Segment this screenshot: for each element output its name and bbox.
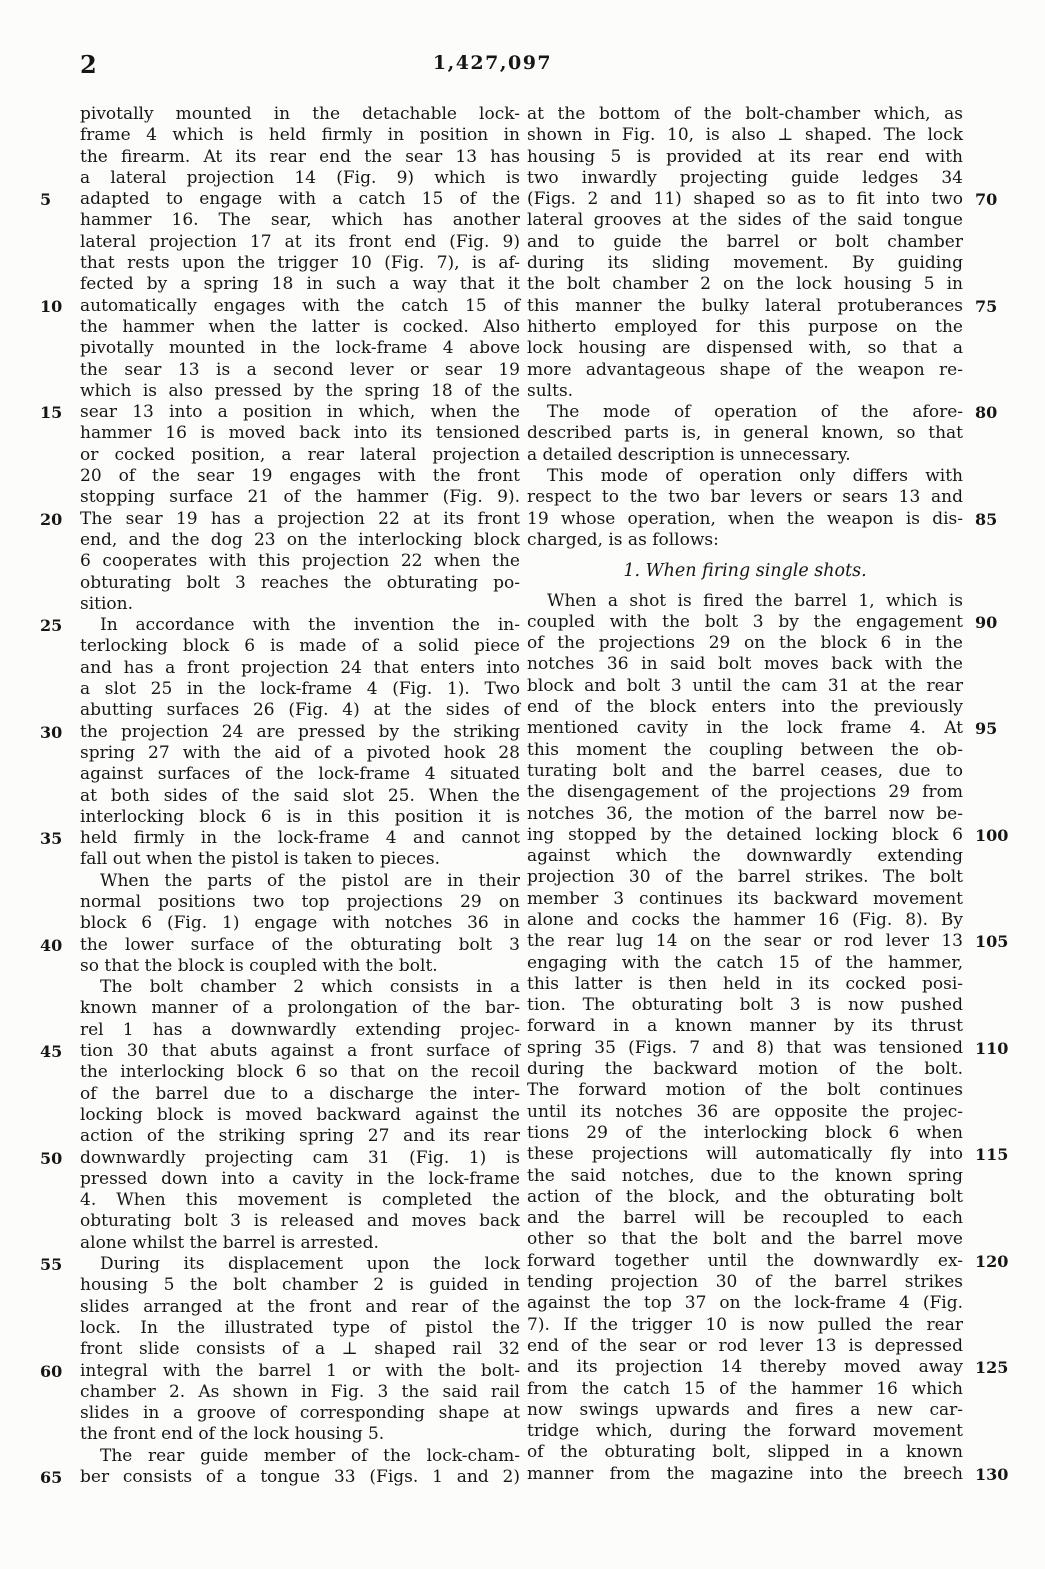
text-line [527, 402, 998, 423]
text-line [80, 466, 520, 487]
text-line [527, 189, 998, 210]
text-line [527, 1293, 963, 1314]
text-line [80, 274, 520, 295]
line-text: terlocking block 6 is made of a solid piece [80, 636, 520, 657]
line-number: 125 [975, 1358, 1009, 1378]
text-line [527, 232, 963, 253]
text-line [527, 1080, 963, 1101]
line-number: 55 [40, 1255, 63, 1275]
text-line [527, 104, 963, 125]
section-heading [527, 561, 963, 582]
line-text: shown in Fig. 10, is also ⊥ shaped. The lock [527, 125, 963, 146]
line-number: 90 [975, 612, 998, 632]
text-line [527, 253, 963, 274]
line-text: the firearm. At its rear end the sear 13 has [80, 146, 520, 167]
line-number: 20 [40, 509, 63, 529]
text-line [527, 1208, 963, 1229]
line-text: which is also pressed by the spring 18 of the [80, 380, 520, 401]
line-number: 50 [40, 1148, 63, 1168]
text-line [80, 1211, 520, 1232]
text-line [80, 807, 520, 828]
text-line [527, 210, 963, 231]
line-text: The sear 19 has a projection 22 at its front [80, 508, 520, 529]
line-text: the disengagement of the projections 29 from [527, 782, 963, 803]
line-text: hammer 16. The sear, which has another [80, 210, 520, 231]
text-line [80, 1233, 520, 1254]
text-line [40, 1147, 520, 1169]
line-text: block 6 (Fig. 1) engage with notches 36 in [80, 913, 520, 934]
text-line [80, 1062, 520, 1083]
line-text: normal positions two top projections 29 on [80, 891, 520, 912]
text-line [80, 104, 520, 125]
text-line [80, 487, 520, 508]
line-text: 20 of the sear 19 engages with the front [80, 466, 520, 487]
line-text: other so that the bolt and the barrel move [527, 1229, 963, 1250]
text-line [40, 1254, 520, 1275]
text-line [80, 232, 520, 253]
line-text: 4. When this movement is completed the [80, 1190, 520, 1211]
line-number: 115 [975, 1145, 1009, 1165]
text-line [80, 1190, 520, 1211]
line-text: block and bolt 3 until the cam 31 at the rear [527, 675, 963, 696]
text-line [40, 1041, 520, 1062]
line-text: spring 27 with the aid of a pivoted hook 28 [80, 742, 520, 763]
line-text: The forward motion of the bolt continues [527, 1080, 963, 1101]
text-line [527, 591, 963, 612]
text-line [527, 761, 963, 782]
line-number: 120 [975, 1251, 1009, 1271]
line-text: a lateral projection 14 (Fig. 9) which is [80, 167, 520, 188]
line-text: fall out when the pistol is taken to pieces. [80, 849, 441, 870]
text-line [527, 654, 963, 675]
line-text: tion 30 that abuts against a front surface of [80, 1041, 520, 1062]
line-text: When the parts of the pistol are in their [100, 870, 520, 891]
text-line [80, 679, 520, 700]
line-text: the hammer when the latter is cocked. Also [80, 316, 520, 337]
text-line [527, 889, 963, 910]
text-line [80, 445, 520, 466]
line-text: this moment the coupling between the ob- [527, 739, 963, 760]
line-text: end of the sear or rod lever 13 is depressed [527, 1335, 963, 1356]
line-number: 65 [40, 1468, 63, 1487]
text-line [527, 423, 963, 444]
line-text: during the backward motion of the bolt. [527, 1059, 963, 1080]
line-text: front slide consists of a ⊥ shaped rail 32 [80, 1339, 520, 1360]
text-line [40, 721, 520, 743]
text-line [40, 615, 520, 636]
text-line [527, 867, 963, 888]
line-text: charged, is as follows: [527, 529, 719, 550]
line-number: 30 [40, 722, 63, 742]
text-line [40, 828, 520, 849]
text-line [40, 508, 520, 530]
text-line [80, 1020, 520, 1041]
text-line [527, 1016, 963, 1037]
line-number: 75 [975, 296, 998, 316]
text-line [527, 611, 998, 633]
text-line [527, 676, 963, 697]
line-text: hammer 16 is moved back into its tensioned [80, 423, 520, 444]
line-text: In accordance with the invention the in- [100, 615, 520, 636]
line-text: end of the block enters into the previously [527, 697, 963, 718]
text-line [527, 1379, 963, 1400]
line-text: lateral grooves at the sides of the said tongue [527, 210, 963, 231]
line-number: 45 [40, 1042, 63, 1062]
line-text: end, and the dog 23 on the interlocking block [80, 529, 520, 550]
text-line [527, 1102, 963, 1123]
text-line [80, 1403, 520, 1424]
line-text: the said notches, due to the known spring [527, 1165, 963, 1186]
line-text: 19 whose operation, when the weapon is dis- [527, 508, 963, 529]
line-text: ing stopped by the detained locking block 6 [527, 824, 963, 845]
line-number: 110 [975, 1038, 1009, 1058]
text-line [527, 804, 963, 825]
line-text: coupled with the bolt 3 by the engagement [527, 611, 963, 632]
text-line [527, 274, 963, 295]
text-line [40, 295, 520, 317]
line-text: that rests upon the trigger 10 (Fig. 7), is af- [80, 253, 520, 274]
line-text: manner from the magazine into the breech [527, 1463, 963, 1484]
text-line [40, 189, 520, 210]
text-line [80, 423, 520, 444]
line-number: 10 [40, 296, 63, 316]
line-text: at both sides of the said slot 25. When the [80, 785, 520, 806]
line-text: ber consists of a tongue 33 (Figs. 1 and 2) [80, 1467, 520, 1487]
text-line [527, 824, 1009, 846]
text-line [527, 1166, 963, 1187]
line-text: of the projections 29 on the block 6 in the [527, 633, 963, 654]
line-text: and its projection 14 thereby moved away [527, 1357, 963, 1378]
text-line [527, 445, 963, 466]
line-text: sults. [527, 380, 574, 401]
text-line [527, 718, 998, 739]
line-text: stopping surface 21 of the hammer (Fig. 9). [80, 487, 520, 508]
text-line [80, 892, 520, 913]
line-text: This mode of operation only differs with [547, 466, 963, 487]
text-line [527, 338, 963, 359]
line-text: member 3 continues its backward movement [527, 888, 963, 909]
line-number: 95 [975, 719, 998, 739]
line-text: forward together until the downwardly ex- [527, 1250, 963, 1271]
line-text: integral with the barrel 1 or with the bolt- [80, 1360, 520, 1381]
line-text: more advantageous shape of the weapon re- [527, 359, 963, 380]
line-text: hitherto employed for this purpose on the [527, 316, 963, 337]
line-text: pivotally mounted in the lock-frame 4 above [80, 338, 520, 359]
line-number: 70 [975, 190, 998, 210]
line-text: a slot 25 in the lock-frame 4 (Fig. 1). Two [80, 679, 520, 700]
text-line [80, 786, 520, 807]
line-text: turating bolt and the barrel ceases, due to [527, 760, 963, 781]
right-text-column [527, 104, 1009, 1485]
line-text: adapted to engage with a catch 15 of the [80, 189, 520, 210]
text-line [527, 995, 963, 1016]
text-line [40, 402, 520, 423]
page-number: 2 [80, 50, 98, 79]
line-text: respect to the two bar levers or sears 13 and [527, 487, 963, 508]
text-line [527, 125, 963, 146]
text-line [40, 1360, 520, 1382]
line-text: the lower surface of the obturating bolt 3 [80, 934, 520, 955]
line-text: alone and cocks the hammer 16 (Fig. 8). By [527, 909, 963, 930]
line-text: projection 30 of the barrel strikes. The bolt [527, 867, 963, 888]
line-text: the rear lug 14 on the sear or rod lever 13 [527, 931, 963, 952]
line-text: notches 36, the motion of the barrel now be- [527, 803, 963, 824]
line-text: (Figs. 2 and 11) shaped so as to fit into two [527, 189, 963, 210]
text-line [80, 1105, 520, 1126]
line-number: 35 [40, 829, 63, 849]
line-text: chamber 2. As shown in Fig. 3 the said rail [80, 1381, 520, 1402]
text-line [527, 782, 963, 803]
line-text: sition. [80, 593, 134, 614]
text-line [80, 551, 520, 572]
text-line [80, 956, 520, 977]
line-text: during its sliding movement. By guiding [527, 253, 963, 274]
line-text: engaging with the catch 15 of the hammer, [527, 952, 963, 973]
line-text: slides arranged at the front and rear of the [80, 1296, 520, 1317]
text-line [527, 530, 963, 551]
line-text: from the catch 15 of the hammer 16 which [527, 1378, 963, 1399]
line-text: described parts is, in general known, so that [527, 423, 963, 444]
text-line [527, 1400, 963, 1421]
line-text: the projection 24 are pressed by the striking [80, 721, 520, 742]
text-line [80, 977, 520, 998]
line-text: the bolt chamber 2 on the lock housing 5 in [527, 274, 963, 295]
line-number: 15 [40, 403, 63, 423]
text-line [80, 1339, 520, 1360]
line-text: and to guide the barrel or bolt chamber [527, 231, 963, 252]
text-line [80, 1446, 520, 1467]
line-text: downwardly projecting cam 31 (Fig. 1) is [80, 1147, 520, 1168]
line-text: abutting surfaces 26 (Fig. 4) at the sides of [80, 700, 520, 721]
line-text: lock housing are dispensed with, so that a [527, 338, 963, 359]
text-line [527, 846, 963, 867]
line-text: and has a front projection 24 that enters into [80, 657, 520, 678]
line-number: 25 [40, 616, 63, 636]
text-line [80, 1297, 520, 1318]
line-text: pressed down into a cavity in the lock-frame [80, 1168, 520, 1189]
text-line [527, 953, 963, 974]
text-line [80, 338, 520, 359]
line-text: obturating bolt 3 is released and moves back [80, 1211, 520, 1232]
text-line [80, 913, 520, 934]
line-number: 85 [975, 509, 998, 529]
line-text: action of the block, and the obturating bolt [527, 1186, 963, 1207]
line-text: so that the block is coupled with the bolt. [80, 955, 438, 976]
text-line [80, 1084, 520, 1105]
line-text: this manner the bulky lateral protuberances [527, 295, 963, 316]
text-line [80, 125, 520, 146]
text-line [527, 1037, 1009, 1059]
line-text: pivotally mounted in the detachable lock- [80, 104, 520, 124]
text-line [527, 1463, 1009, 1485]
line-text: held firmly in the lock-frame 4 and cannot [80, 828, 520, 849]
text-line [80, 360, 520, 381]
line-text: tridge which, during the forward movement [527, 1421, 963, 1442]
text-line [80, 1318, 520, 1339]
line-text: interlocking block 6 is in this position it is [80, 806, 520, 827]
line-text: the interlocking block 6 so that on the recoil [80, 1062, 520, 1083]
line-text: against the top 37 on the lock-frame 4 (Fig. [527, 1293, 963, 1314]
line-text: until its notches 36 are opposite the projec- [527, 1101, 963, 1122]
line-text: 1. When firing single shots. [623, 561, 867, 582]
line-text: the front end of the lock housing 5. [80, 1424, 385, 1445]
text-line [527, 1250, 1009, 1272]
line-text: lateral projection 17 at its front end (Fig. 9) [80, 231, 520, 252]
line-text: tion. The obturating bolt 3 is now pushed [527, 995, 963, 1016]
patent-number: 1,427,097 [432, 52, 553, 74]
text-line [527, 1187, 963, 1208]
text-line [80, 1169, 520, 1190]
line-text: a detailed description is unnecessary. [527, 444, 851, 465]
line-number: 105 [975, 932, 1009, 952]
text-line [527, 1144, 1009, 1165]
text-line [80, 573, 520, 594]
text-line [80, 849, 520, 870]
text-line [80, 998, 520, 1019]
line-text: obturating bolt 3 reaches the obturating po- [80, 572, 520, 593]
line-text: slides in a groove of corresponding shape at [80, 1403, 520, 1424]
text-line [80, 764, 520, 785]
line-text: two inwardly projecting guide ledges 34 [527, 167, 963, 188]
line-text: known manner of a prolongation of the bar- [80, 998, 520, 1019]
line-text: frame 4 which is held firmly in position in [80, 125, 520, 146]
line-text: against which the downwardly extending [527, 846, 963, 867]
line-text: and the barrel will be recoupled to each [527, 1208, 963, 1229]
line-number: 60 [40, 1361, 63, 1381]
text-line [80, 147, 520, 168]
text-line [80, 636, 520, 657]
line-text: tending projection 30 of the barrel strikes [527, 1272, 963, 1293]
line-text: lock. In the illustrated type of pistol the [80, 1317, 520, 1338]
text-line [527, 1336, 963, 1357]
line-text: housing 5 is provided at its rear end with [527, 146, 963, 167]
text-line [40, 1467, 520, 1488]
text-line [80, 317, 520, 338]
text-line [527, 740, 963, 761]
text-line [80, 530, 520, 551]
text-line [80, 210, 520, 231]
text-line [527, 1123, 963, 1144]
text-line [80, 253, 520, 274]
text-line [527, 147, 963, 168]
text-line [527, 168, 963, 189]
text-line [527, 317, 963, 338]
line-number: 40 [40, 935, 63, 955]
line-text: against surfaces of the lock-frame 4 situated [80, 764, 520, 785]
text-line [80, 1126, 520, 1147]
line-text: During its displacement upon the lock [100, 1254, 520, 1275]
text-line [527, 487, 963, 508]
text-line [527, 1272, 963, 1293]
line-text: mentioned cavity in the lock frame 4. At [527, 718, 963, 739]
line-text: alone whilst the barrel is arrested. [80, 1232, 379, 1253]
line-text: 6 cooperates with this projection 22 when the [80, 551, 520, 572]
line-text: spring 35 (Figs. 7 and 8) that was tensioned [527, 1037, 963, 1058]
line-text: rel 1 has a downwardly extending projec- [80, 1019, 520, 1040]
text-line [527, 466, 963, 487]
text-line [527, 1442, 963, 1463]
line-text: When a shot is fired the barrel 1, which is [547, 590, 963, 611]
line-text: or cocked position, a rear lateral projection [80, 444, 520, 465]
left-text-column [40, 104, 520, 1488]
text-line [527, 1229, 963, 1250]
text-line [527, 508, 998, 530]
line-text: tions 29 of the interlocking block 6 when [527, 1122, 963, 1143]
line-text: housing 5 the bolt chamber 2 is guided in [80, 1275, 520, 1296]
line-text: this latter is then held in its cocked posi- [527, 973, 963, 994]
line-text: automatically engages with the catch 15 of [80, 295, 520, 316]
text-line [527, 697, 963, 718]
line-text: of the barrel due to a discharge the inter- [80, 1083, 520, 1104]
line-text: these projections will automatically fly into [527, 1144, 963, 1165]
text-line [527, 931, 1009, 952]
text-line [80, 871, 520, 892]
text-line [527, 295, 998, 317]
line-text: now swings upwards and fires a new car- [527, 1399, 963, 1420]
text-line [80, 1382, 520, 1403]
text-line [80, 700, 520, 721]
line-text: sear 13 into a position in which, when the [80, 402, 520, 423]
text-line [527, 1357, 1009, 1378]
text-line [527, 633, 963, 654]
line-text: 7). If the trigger 10 is now pulled the rear [527, 1314, 963, 1335]
line-text: fected by a spring 18 in such a way that it [80, 274, 520, 295]
line-text: notches 36 in said bolt moves back with the [527, 654, 963, 675]
line-number: 80 [975, 403, 998, 423]
line-number: 5 [40, 190, 52, 210]
text-line [80, 658, 520, 679]
text-line [527, 381, 963, 402]
line-text: action of the striking spring 27 and its rear [80, 1126, 520, 1147]
line-text: forward in a known manner by its thrust [527, 1016, 963, 1037]
text-line [527, 910, 963, 931]
text-line [80, 743, 520, 764]
text-line [40, 934, 520, 956]
line-text: at the bottom of the bolt-chamber which, as [527, 104, 963, 124]
text-line [527, 1315, 963, 1336]
text-line [80, 168, 520, 189]
line-text: locking block is moved backward against the [80, 1104, 520, 1125]
line-text: The rear guide member of the lock-cham- [100, 1445, 520, 1466]
text-line [527, 1421, 963, 1442]
text-line [527, 974, 963, 995]
text-line [80, 1424, 520, 1445]
line-text: The mode of operation of the afore- [547, 402, 963, 423]
text-line [527, 1059, 963, 1080]
line-number: 130 [975, 1464, 1009, 1484]
line-text: the sear 13 is a second lever or sear 19 [80, 359, 520, 380]
text-line [80, 594, 520, 615]
line-text: The bolt chamber 2 which consists in a [100, 977, 520, 998]
text-line [527, 360, 963, 381]
text-line [80, 381, 520, 402]
line-number: 100 [975, 825, 1009, 845]
text-line [80, 1275, 520, 1296]
line-text: of the obturating bolt, slipped in a known [527, 1442, 963, 1463]
